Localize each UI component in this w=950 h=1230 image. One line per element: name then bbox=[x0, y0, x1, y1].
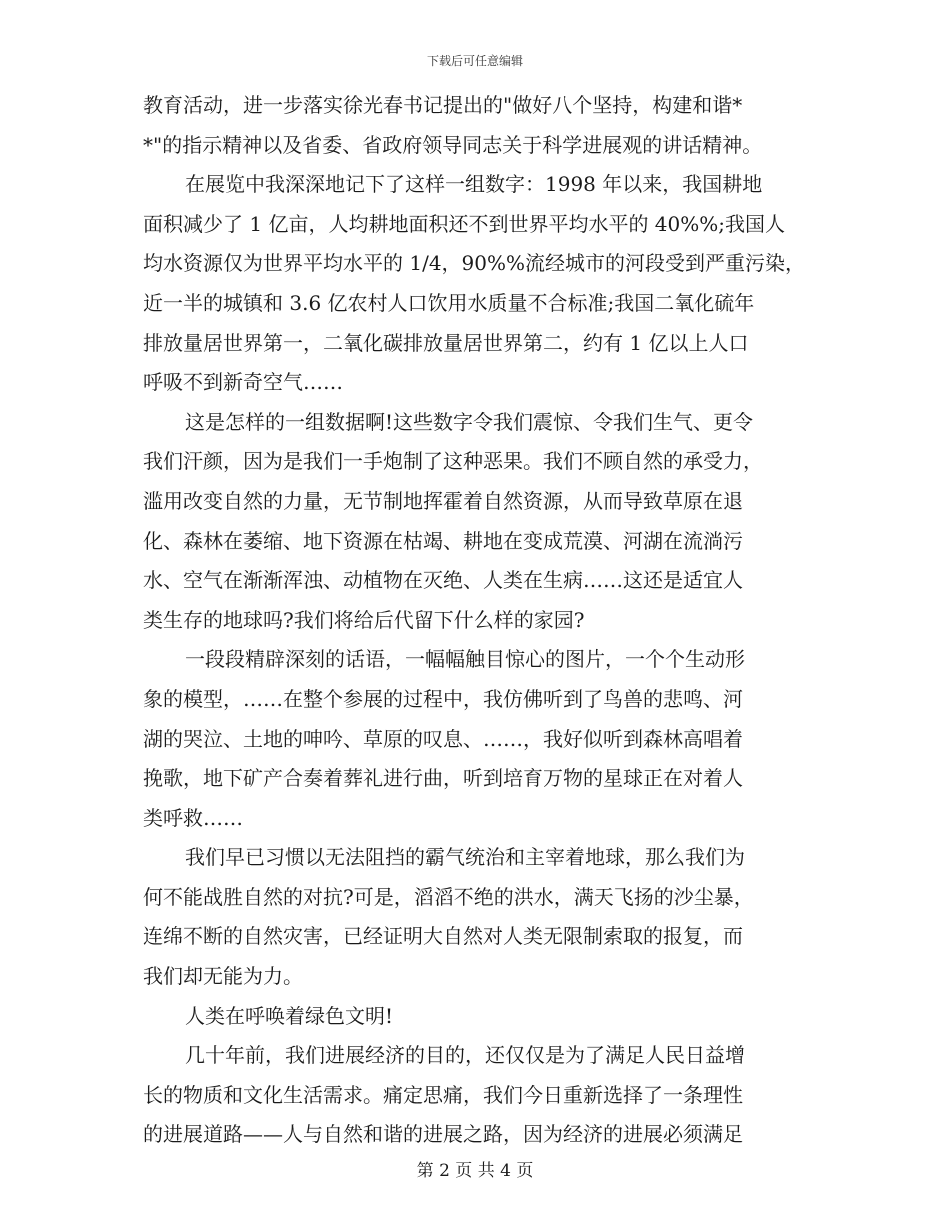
text-line: *"的指示精神以及省委、省政府领导同志关于科学进展观的讲话精神。 bbox=[143, 132, 763, 157]
text-line: 的进展道路——人与自然和谐的进展之路，因为经济的进展必须满足 bbox=[143, 1122, 743, 1147]
document-body bbox=[143, 86, 813, 1155]
text-line: 我们汗颜，因为是我们一手炮制了这种恶果。我们不顾自然的承受力， bbox=[143, 449, 763, 474]
text-line: 人类在呼唤着绿色文明! bbox=[185, 1003, 394, 1028]
text-line: 何不能战胜自然的对抗?可是，滔滔不绝的洪水，满天飞扬的沙尘暴， bbox=[143, 884, 754, 909]
text-line: 水、空气在渐渐浑浊、动植物在灭绝、人类在生病……这还是适宜人 bbox=[143, 568, 743, 593]
text-line: 连绵不断的自然灾害，已经证明大自然对人类无限制索取的报复，而 bbox=[143, 924, 743, 949]
text-line: 呼吸不到新奇空气…… bbox=[143, 370, 343, 395]
text-line: 化、森林在萎缩、地下资源在枯竭、耕地在变成荒漠、河湖在流淌污 bbox=[143, 528, 743, 553]
text-line: 滥用改变自然的力量，无节制地挥霍着自然资源，从而导致草原在退 bbox=[143, 488, 743, 513]
text-line: 面积减少了 1 亿亩，人均耕地面积还不到世界平均水平的 40%%;我国人 bbox=[143, 211, 785, 236]
text-line: 类生存的地球吗?我们将给后代留下什么样的家园? bbox=[143, 607, 585, 632]
text-line: 这是怎样的一组数据啊!这些数字令我们震惊、令我们生气、更令 bbox=[185, 409, 754, 434]
text-line: 近一半的城镇和 3.6 亿农村人口饮用水质量不合标准;我国二氧化硫年 bbox=[143, 290, 755, 315]
text-line: 几十年前，我们进展经济的目的，还仅仅是为了满足人民日益增 bbox=[185, 1043, 745, 1068]
text-line: 挽歌，地下矿产合奏着葬礼进行曲，听到培育万物的星球正在对着人 bbox=[143, 766, 743, 791]
text-line: 湖的哭泣、土地的呻吟、草原的叹息、……，我好似听到森林高唱着 bbox=[143, 726, 743, 751]
page-footer: 第 2 页 共 4 页 bbox=[416, 1161, 534, 1181]
text-line: 均水资源仅为世界平均水平的 1/4，90%%流经城市的河段受到严重污染， bbox=[143, 251, 806, 276]
text-line: 长的物质和文化生活需求。痛定思痛，我们今日重新选择了一条理性 bbox=[143, 1082, 743, 1107]
text-line: 我们却无能为力。 bbox=[143, 964, 303, 989]
text-line: 排放量居世界第一，二氧化碳排放量居世界第二，约有 1 亿以上人口 bbox=[143, 330, 749, 355]
text-line: 在展览中我深深地记下了这样一组数字：1998 年以来，我国耕地 bbox=[185, 172, 763, 197]
page-header: 下载后可任意编辑 bbox=[426, 54, 523, 68]
text-line: 象的模型，……在整个参展的过程中，我仿佛听到了鸟兽的悲鸣、河 bbox=[143, 686, 743, 711]
text-line: 一段段精辟深刻的话语，一幅幅触目惊心的图片，一个个生动形 bbox=[185, 647, 745, 672]
text-line: 我们早已习惯以无法阻挡的霸气统治和主宰着地球，那么我们为 bbox=[185, 845, 745, 870]
text-line: 教育活动，进一步落实徐光春书记提出的"做好八个坚持，构建和谐* bbox=[143, 93, 743, 117]
text-line: 类呼救…… bbox=[143, 805, 243, 830]
